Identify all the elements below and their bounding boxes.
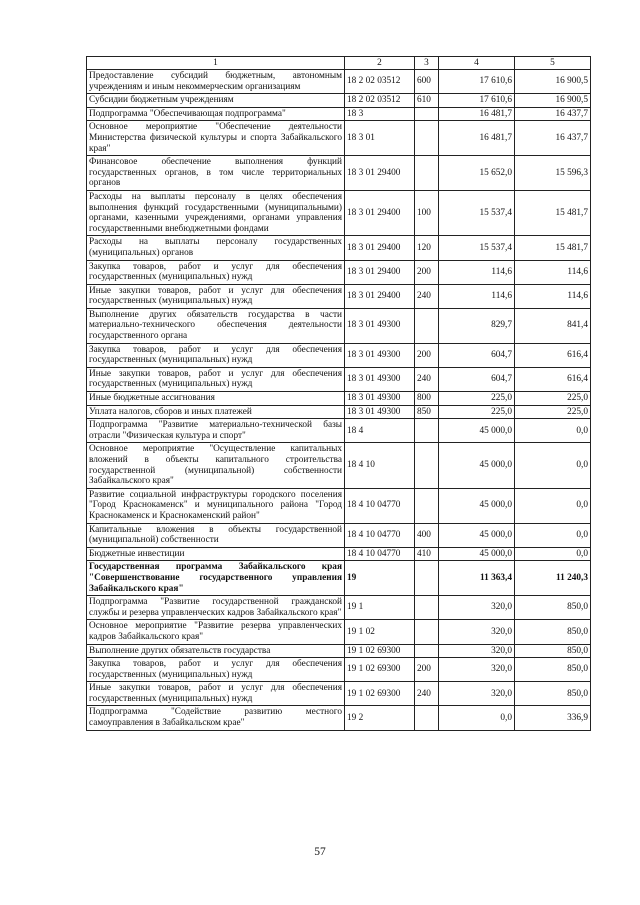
row-value-col4-cell: 11 363,4 — [439, 561, 515, 596]
row-value-col5-cell: 850,0 — [515, 620, 591, 644]
row-value-col4-cell: 15 537,4 — [439, 236, 515, 260]
row-value-col5-cell: 616,4 — [515, 367, 591, 391]
table-row — [87, 236, 591, 260]
row-name-cell: Расходы на выплаты персоналу государственных (муниципальных) органов — [87, 236, 345, 260]
budget-table — [86, 56, 591, 731]
row-name-cell: Иные закупки товаров, работ и услуг для обеспечения государственных (муниципальных) нужд — [87, 284, 345, 308]
row-code-cell: 18 2 02 03512 — [345, 94, 415, 108]
row-value-col4-cell: 16 481,7 — [439, 107, 515, 121]
row-code-cell: 18 3 01 — [345, 121, 415, 156]
table-row — [87, 284, 591, 308]
row-name-cell: Капитальные вложения в объекты государственной (муниципальной) собственности — [87, 523, 345, 547]
row-value-col4-cell: 320,0 — [439, 644, 515, 658]
table-row — [87, 644, 591, 658]
table-row — [87, 343, 591, 367]
row-expense-type-cell: 240 — [415, 367, 439, 391]
header-row — [87, 57, 591, 70]
table-row — [87, 658, 591, 682]
row-code-cell: 18 4 10 04770 — [345, 523, 415, 547]
row-name-cell: Субсидии бюджетным учреждениям — [87, 94, 345, 108]
table-row — [87, 620, 591, 644]
row-name-cell: Выполнение других обязательств государства в части материально-технического обеспечения деятельности государственного органа — [87, 308, 345, 343]
table-row — [87, 706, 591, 730]
row-code-cell: 18 3 — [345, 107, 415, 121]
row-name-cell: Иные бюджетные ассигнования — [87, 392, 345, 406]
header-cell-5: 5 — [515, 57, 591, 70]
row-name-cell: Уплата налогов, сборов и иных платежей — [87, 405, 345, 419]
row-value-col5-cell: 841,4 — [515, 308, 591, 343]
table-row — [87, 156, 591, 191]
row-value-col5-cell: 850,0 — [515, 644, 591, 658]
row-value-col5-cell: 15 481,7 — [515, 236, 591, 260]
row-name-cell: Основное мероприятие "Обеспечение деятельности Министерства физической культуры и спорта Забайкальского края" — [87, 121, 345, 156]
row-expense-type-cell: 850 — [415, 405, 439, 419]
row-expense-type-cell — [415, 644, 439, 658]
row-value-col4-cell: 225,0 — [439, 405, 515, 419]
row-expense-type-cell: 240 — [415, 682, 439, 706]
row-code-cell: 18 3 01 49300 — [345, 308, 415, 343]
table-row — [87, 523, 591, 547]
row-value-col4-cell: 604,7 — [439, 367, 515, 391]
row-code-cell: 19 1 02 69300 — [345, 644, 415, 658]
row-value-col5-cell: 11 240,3 — [515, 561, 591, 596]
row-value-col4-cell: 17 610,6 — [439, 70, 515, 94]
row-expense-type-cell: 400 — [415, 523, 439, 547]
table-row — [87, 70, 591, 94]
table-row — [87, 561, 591, 596]
row-value-col4-cell: 320,0 — [439, 682, 515, 706]
row-value-col5-cell: 15 481,7 — [515, 190, 591, 235]
row-value-col4-cell: 829,7 — [439, 308, 515, 343]
row-value-col4-cell: 320,0 — [439, 596, 515, 620]
row-code-cell: 18 3 01 49300 — [345, 405, 415, 419]
row-value-col5-cell: 850,0 — [515, 682, 591, 706]
row-value-col4-cell: 114,6 — [439, 260, 515, 284]
row-expense-type-cell — [415, 107, 439, 121]
table-row — [87, 190, 591, 235]
row-name-cell: Иные закупки товаров, работ и услуг для обеспечения государственных (муниципальных) нужд — [87, 367, 345, 391]
row-value-col4-cell: 16 481,7 — [439, 121, 515, 156]
table-row — [87, 392, 591, 406]
row-value-col4-cell: 17 610,6 — [439, 94, 515, 108]
row-code-cell: 18 2 02 03512 — [345, 70, 415, 94]
row-code-cell: 18 3 01 29400 — [345, 260, 415, 284]
row-name-cell: Финансовое обеспечение выполнения функций государственных органов, в том числе территориальных органов — [87, 156, 345, 191]
row-value-col4-cell: 15 652,0 — [439, 156, 515, 191]
row-expense-type-cell — [415, 561, 439, 596]
table-row — [87, 107, 591, 121]
row-name-cell: Выполнение других обязательств государства — [87, 644, 345, 658]
row-expense-type-cell — [415, 443, 439, 488]
row-code-cell: 19 1 — [345, 596, 415, 620]
row-expense-type-cell: 410 — [415, 547, 439, 561]
row-value-col5-cell: 16 437,7 — [515, 107, 591, 121]
row-expense-type-cell — [415, 121, 439, 156]
row-code-cell: 18 4 10 — [345, 443, 415, 488]
row-name-cell: Закупка товаров, работ и услуг для обеспечения государственных (муниципальных) нужд — [87, 260, 345, 284]
table-row — [87, 260, 591, 284]
row-value-col5-cell: 0,0 — [515, 547, 591, 561]
table-row — [87, 367, 591, 391]
row-name-cell: Основное мероприятие "Осуществление капитальных вложений в объекты капитального строительства государственной (муниципальной) собственности Забайкальского края" — [87, 443, 345, 488]
row-name-cell: Расходы на выплаты персоналу в целях обеспечения выполнения функций государственными (муниципальными) органами, казенными учреждениями, органами управления государственными внебюджетными фондами — [87, 190, 345, 235]
table-row — [87, 488, 591, 523]
row-code-cell: 18 3 01 29400 — [345, 190, 415, 235]
row-expense-type-cell: 120 — [415, 236, 439, 260]
row-expense-type-cell: 240 — [415, 284, 439, 308]
table-row — [87, 596, 591, 620]
table-row — [87, 547, 591, 561]
row-value-col5-cell: 616,4 — [515, 343, 591, 367]
row-value-col4-cell: 604,7 — [439, 343, 515, 367]
row-value-col5-cell: 114,6 — [515, 284, 591, 308]
table-row — [87, 94, 591, 108]
row-code-cell: 18 3 01 49300 — [345, 367, 415, 391]
row-code-cell: 18 3 01 29400 — [345, 156, 415, 191]
row-value-col5-cell: 16 900,5 — [515, 70, 591, 94]
row-value-col4-cell: 45 000,0 — [439, 547, 515, 561]
row-value-col5-cell: 0,0 — [515, 488, 591, 523]
row-code-cell: 19 1 02 69300 — [345, 682, 415, 706]
header-cell-3: 3 — [415, 57, 439, 70]
row-expense-type-cell: 100 — [415, 190, 439, 235]
row-name-cell: Предоставление субсидий бюджетным, автономным учреждениям и иным некоммерческим организациям — [87, 70, 345, 94]
row-code-cell: 19 2 — [345, 706, 415, 730]
row-value-col4-cell: 45 000,0 — [439, 488, 515, 523]
header-cell-4: 4 — [439, 57, 515, 70]
row-expense-type-cell: 800 — [415, 392, 439, 406]
row-value-col4-cell: 45 000,0 — [439, 443, 515, 488]
row-expense-type-cell — [415, 488, 439, 523]
row-expense-type-cell — [415, 308, 439, 343]
row-value-col4-cell: 15 537,4 — [439, 190, 515, 235]
header-cell-2: 2 — [345, 57, 415, 70]
table-row — [87, 405, 591, 419]
table-body — [87, 57, 591, 731]
row-value-col4-cell: 45 000,0 — [439, 419, 515, 443]
row-expense-type-cell — [415, 156, 439, 191]
row-expense-type-cell: 610 — [415, 94, 439, 108]
row-code-cell: 18 3 01 29400 — [345, 236, 415, 260]
row-expense-type-cell: 600 — [415, 70, 439, 94]
row-name-cell: Основное мероприятие "Развитие резерва управленческих кадров Забайкальского края" — [87, 620, 345, 644]
row-value-col4-cell: 225,0 — [439, 392, 515, 406]
row-code-cell: 18 3 01 29400 — [345, 284, 415, 308]
row-name-cell: Подпрограмма "Содействие развитию местного самоуправления в Забайкальском крае" — [87, 706, 345, 730]
row-value-col5-cell: 850,0 — [515, 596, 591, 620]
row-value-col4-cell: 45 000,0 — [439, 523, 515, 547]
row-code-cell: 19 — [345, 561, 415, 596]
row-code-cell: 19 1 02 69300 — [345, 658, 415, 682]
row-code-cell: 18 3 01 49300 — [345, 343, 415, 367]
page-number: 57 — [314, 846, 326, 858]
row-code-cell: 18 4 10 04770 — [345, 488, 415, 523]
table-row — [87, 308, 591, 343]
row-expense-type-cell — [415, 706, 439, 730]
row-name-cell: Подпрограмма "Развитие материально-технической базы отрасли "Физическая культура и спорт" — [87, 419, 345, 443]
row-expense-type-cell: 200 — [415, 260, 439, 284]
row-code-cell: 18 3 01 49300 — [345, 392, 415, 406]
row-expense-type-cell — [415, 419, 439, 443]
row-name-cell: Подпрограмма "Обеспечивающая подпрограмма" — [87, 107, 345, 121]
row-value-col5-cell: 16 437,7 — [515, 121, 591, 156]
row-name-cell: Закупка товаров, работ и услуг для обеспечения государственных (муниципальных) нужд — [87, 343, 345, 367]
header-cell-1: 1 — [87, 57, 345, 70]
row-value-col5-cell: 225,0 — [515, 392, 591, 406]
row-value-col4-cell: 320,0 — [439, 620, 515, 644]
row-name-cell: Закупка товаров, работ и услуг для обеспечения государственных (муниципальных) нужд — [87, 658, 345, 682]
table-row — [87, 419, 591, 443]
row-code-cell: 18 4 10 04770 — [345, 547, 415, 561]
row-name-cell: Иные закупки товаров, работ и услуг для обеспечения государственных (муниципальных) нужд — [87, 682, 345, 706]
row-expense-type-cell — [415, 596, 439, 620]
row-value-col5-cell: 114,6 — [515, 260, 591, 284]
row-value-col4-cell: 114,6 — [439, 284, 515, 308]
row-value-col4-cell: 0,0 — [439, 706, 515, 730]
row-value-col4-cell: 320,0 — [439, 658, 515, 682]
table-row — [87, 443, 591, 488]
row-code-cell: 18 4 — [345, 419, 415, 443]
row-value-col5-cell: 15 596,3 — [515, 156, 591, 191]
table-row — [87, 121, 591, 156]
table-row — [87, 682, 591, 706]
row-value-col5-cell: 850,0 — [515, 658, 591, 682]
row-expense-type-cell — [415, 620, 439, 644]
row-code-cell: 19 1 02 — [345, 620, 415, 644]
row-expense-type-cell: 200 — [415, 658, 439, 682]
row-name-cell: Подпрограмма "Развитие государственной гражданской службы и резерва управленческих кадров Забайкальского края" — [87, 596, 345, 620]
row-value-col5-cell: 0,0 — [515, 523, 591, 547]
row-value-col5-cell: 0,0 — [515, 443, 591, 488]
row-value-col5-cell: 336,9 — [515, 706, 591, 730]
row-value-col5-cell: 16 900,5 — [515, 94, 591, 108]
row-expense-type-cell: 200 — [415, 343, 439, 367]
row-name-cell: Государственная программа Забайкальского края "Совершенствование государственного управления Забайкальского края" — [87, 561, 345, 596]
row-name-cell: Бюджетные инвестиции — [87, 547, 345, 561]
row-value-col5-cell: 225,0 — [515, 405, 591, 419]
row-name-cell: Развитие социальной инфраструктуры городского поселения "Город Краснокаменск" и муниципального района "Город Краснокаменск и Краснокаменский район" — [87, 488, 345, 523]
row-value-col5-cell: 0,0 — [515, 419, 591, 443]
